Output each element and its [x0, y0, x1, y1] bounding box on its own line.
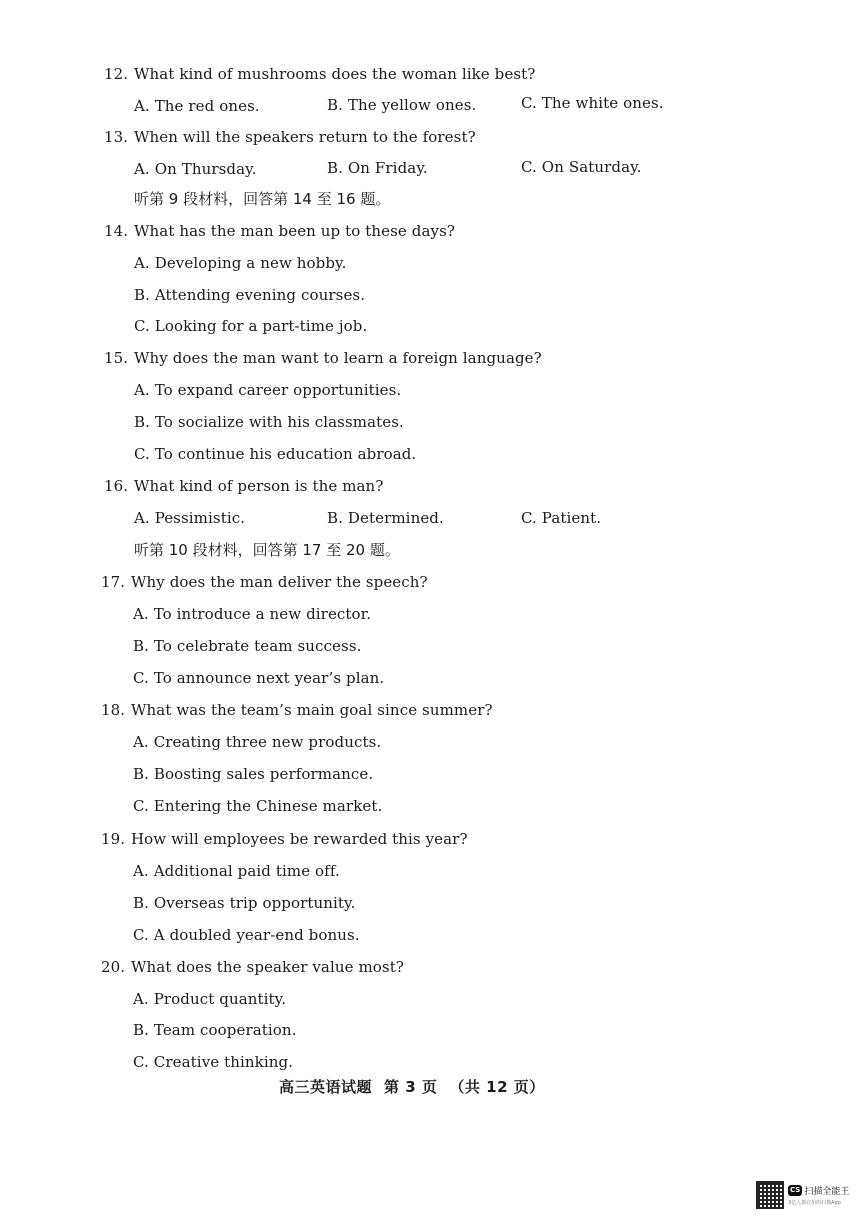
option-text: To announce next year’s plan.	[153, 669, 385, 687]
option-text: Pessimistic.	[154, 509, 246, 527]
question-20	[101, 957, 404, 977]
option-text: To introduce a new director.	[153, 605, 372, 623]
question-text: When will the speakers return to the forest?	[134, 128, 476, 146]
question-number: 13.	[104, 128, 129, 146]
option-20-b	[133, 1020, 297, 1040]
option-letter: C.	[133, 926, 149, 944]
footer-page-number: 第 3 页	[384, 1078, 438, 1096]
option-13-b	[327, 158, 428, 178]
option-letter: A.	[133, 733, 149, 751]
option-20-c	[133, 1052, 293, 1072]
option-letter: A.	[133, 990, 149, 1008]
option-text: Overseas trip opportunity.	[153, 894, 356, 912]
option-letter: C.	[134, 445, 150, 463]
option-text: Entering the Chinese market.	[153, 797, 383, 815]
option-letter: A.	[134, 160, 150, 178]
option-19-c	[133, 925, 360, 945]
question-12	[104, 64, 535, 84]
question-number: 19.	[101, 830, 126, 848]
question-13	[104, 127, 476, 147]
option-19-a	[133, 861, 340, 881]
option-17-b	[133, 636, 362, 656]
option-16-b	[327, 508, 444, 528]
option-letter: C.	[521, 158, 537, 176]
option-12-b	[327, 95, 476, 115]
footer-total-pages: （共 12 页）	[449, 1078, 545, 1096]
option-letter: B.	[134, 286, 150, 304]
question-text: How will employees be rewarded this year?	[131, 830, 468, 848]
question-16	[104, 476, 383, 496]
option-18-a	[133, 732, 381, 752]
option-text: The red ones.	[154, 97, 260, 115]
scanner-watermark	[756, 1178, 852, 1212]
option-13-a	[134, 159, 257, 179]
qr-code-icon	[756, 1181, 784, 1209]
option-13-c	[521, 157, 642, 177]
option-text: Looking for a part-time job.	[154, 317, 368, 335]
option-letter: B.	[134, 413, 150, 431]
option-12-c	[521, 93, 664, 113]
option-text: To continue his education abroad.	[154, 445, 417, 463]
section-heading-10: 听第 10 段材料，回答第 17 至 20 题。	[134, 541, 400, 559]
option-15-a	[134, 380, 401, 400]
question-14	[104, 221, 455, 241]
scanner-brand	[788, 1184, 849, 1206]
option-text: Product quantity.	[153, 990, 287, 1008]
option-19-b	[133, 893, 356, 913]
option-text: To celebrate team success.	[153, 637, 362, 655]
question-text: What kind of person is the man?	[134, 477, 384, 495]
option-text: Creating three new products.	[153, 733, 382, 751]
option-letter: B.	[133, 1021, 149, 1039]
option-letter: B.	[133, 637, 149, 655]
option-letter: C.	[133, 1053, 149, 1071]
option-18-b	[133, 764, 373, 784]
question-text: What was the team’s main goal since summer?	[131, 701, 493, 719]
option-letter: C.	[521, 509, 537, 527]
option-16-c	[521, 508, 601, 528]
option-letter: A.	[133, 605, 149, 623]
option-letter: A.	[134, 97, 150, 115]
option-text: To socialize with his classmates.	[154, 413, 404, 431]
option-letter: A.	[134, 509, 150, 527]
question-text: Why does the man deliver the speech?	[131, 573, 428, 591]
option-text: Additional paid time off.	[153, 862, 340, 880]
option-text: On Saturday.	[541, 158, 642, 176]
page-footer	[279, 1077, 557, 1097]
option-17-c	[133, 668, 384, 688]
option-text: Attending evening courses.	[154, 286, 366, 304]
option-letter: A.	[134, 381, 150, 399]
option-text: Determined.	[347, 509, 444, 527]
scanner-tagline: 3亿人都在用的扫描App	[788, 1200, 841, 1206]
option-letter: B.	[133, 894, 149, 912]
footer-subject: 高三英语试题	[279, 1078, 373, 1096]
option-text: The white ones.	[541, 94, 664, 112]
question-text: What does the speaker value most?	[131, 958, 404, 976]
option-18-c	[133, 796, 382, 816]
option-text: Patient.	[541, 509, 602, 527]
option-text: Team cooperation.	[153, 1021, 297, 1039]
option-text: Creative thinking.	[153, 1053, 294, 1071]
option-text: Boosting sales performance.	[153, 765, 374, 783]
question-number: 17.	[101, 573, 126, 591]
question-text: What has the man been up to these days?	[134, 222, 456, 240]
option-letter: C.	[134, 317, 150, 335]
option-letter: A.	[133, 862, 149, 880]
question-number: 15.	[104, 349, 129, 367]
option-letter: C.	[521, 94, 537, 112]
question-15	[104, 348, 542, 368]
option-letter: C.	[133, 797, 149, 815]
question-text: Why does the man want to learn a foreign language?	[134, 349, 542, 367]
question-number: 16.	[104, 477, 129, 495]
section-heading-9: 听第 9 段材料，回答第 14 至 16 题。	[134, 190, 391, 208]
option-14-a	[134, 253, 347, 273]
option-14-c	[134, 316, 367, 336]
option-16-a	[134, 508, 245, 528]
option-letter: B.	[327, 159, 343, 177]
question-17	[101, 572, 428, 592]
option-12-a	[134, 96, 260, 116]
option-20-a	[133, 989, 286, 1009]
option-text: A doubled year-end bonus.	[153, 926, 360, 944]
option-letter: C.	[133, 669, 149, 687]
option-17-a	[133, 604, 371, 624]
option-text: On Friday.	[347, 159, 428, 177]
option-text: To expand career opportunities.	[154, 381, 402, 399]
option-text: The yellow ones.	[347, 96, 477, 114]
question-text: What kind of mushrooms does the woman like best?	[134, 65, 536, 83]
option-letter: B.	[327, 509, 343, 527]
question-19	[101, 829, 468, 849]
question-number: 14.	[104, 222, 129, 240]
question-18	[101, 700, 493, 720]
option-15-c	[134, 444, 416, 464]
option-15-b	[134, 412, 404, 432]
option-text: On Thursday.	[154, 160, 257, 178]
camscanner-logo-icon: CS	[790, 1186, 801, 1194]
question-number: 12.	[104, 65, 129, 83]
option-14-b	[134, 285, 365, 305]
option-letter: B.	[133, 765, 149, 783]
scanner-app-name: 扫描全能王	[804, 1187, 850, 1197]
option-letter: B.	[327, 96, 343, 114]
question-number: 20.	[101, 958, 126, 976]
option-text: Developing a new hobby.	[154, 254, 347, 272]
question-number: 18.	[101, 701, 126, 719]
option-letter: A.	[134, 254, 150, 272]
